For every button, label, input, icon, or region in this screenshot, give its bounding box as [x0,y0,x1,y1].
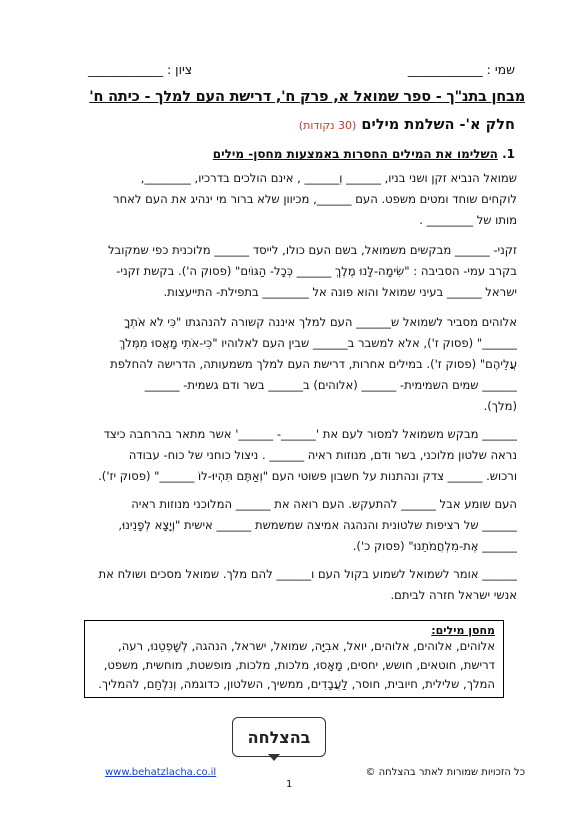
word-bank-line: המלך, שלילית, חיובית, חוסר, לַעֲבָדִים, ממשיך, השלטון, כדוגמה, וְנִלְחַם, להמליך. [98,677,495,691]
paragraph-line: עֲלֵיהֶם" (פסוק ז'). במילים אחרות, דרישת העם למלך משמעותה, הדרישה להחלפת [110,357,517,371]
paragraph-4 [64,424,517,487]
paragraph-line: ______ של רציפות שלטונית והנהגה אמיצה שמשמשת ______ אישית "וְיָצָא לְפָנֵינוּ, [118,518,517,532]
copyright-notice: כל הזכויות שמורות לאתר בהצלחה © [365,767,525,778]
paragraph-line: בקרב עמי- הסביבה : "שִׂימָה-לָּנוּ מֶלֶךְ ______ כְּכָל- הַגּוֹיִם" (פסוק ה'). בקשת זקני- [116,264,517,278]
paragraph-line: אנשי ישראל חזרה לביתם. [390,588,517,602]
paragraph-line: לוקחים שוחד ומטים משפט. העם ______, מכיוון שלא ברור מי ינהיג את העם לאחר [113,192,517,206]
part-label: חלק א'- השלמת מילים [361,117,515,133]
grade-field: ציון : ____________ [88,62,193,77]
word-bank-box [84,620,504,698]
website-link[interactable]: www.behatzlacha.co.il [105,767,217,778]
paragraph-line: (מלך). [483,399,517,413]
word-bank-line: דרישת, חוטאים, חושש, יחסים, מָאָסוּ, מלכות, מלכות, מופשטת, מוחשית, משפט, [103,658,495,672]
part-points: (30 נקודות) [298,119,357,132]
instruction-text: השלימו את המילים החסרות באמצעות מחסן- מילים [212,147,498,161]
paragraph-line: ______ שמים השמימית- ______ (אלוהים) ב______ בשר ודם גשמית- ______ [144,378,517,392]
student-name-field[interactable]: שמי : ____________ [407,62,515,77]
word-bank-line: אלוהים, אלוהים, אלוהים, יואל, אבִיָּה, שמואל, ישראל, הנהגה, לְשָׁפְטֵנוּ, רעה, [118,639,495,653]
paragraph-line: מותו של ________ . [419,213,517,227]
paragraph-line: ______ אֶת-מִלְחֲמֹתֵנוּ" (פסוק כ'). [352,539,517,553]
paragraph-3 [64,312,517,417]
paragraph-line: ורכוש. ______ צדק ונהתנות על חשבון פשוטי העם "וְאַתֶּם תִּהְיוּ-לוֹ ______" (פסוק יז'). [98,469,517,483]
paragraph-line: ישראל ______ בעיני שמואל והוא פונה אל ________ בתפילת- התייעצות. [163,285,517,299]
paragraph-line: שמואל הנביא זקן ושני בניו, ______ וְ______ , אינם הולכים בדרכיו, ________, [140,171,517,185]
paragraph-line: זקני- ______ מבקשים משמואל, בשם העם כולו, לייסד ______ מלוכנית כפי שמקובל [107,243,517,257]
page-number: 1 [286,779,293,790]
exam-title: מבחן בתנ"ך - ספר שמואל א, פרק ח', דרישת העם למלך - כיתה ח' [89,89,525,105]
part-heading [299,117,515,133]
logo-speech-tail [268,754,280,761]
paragraph-line: נראה שלטון מלוכני, בשר ודם, מנוזות ראיה ______ . ניצול כוחני של כוח- עבודה [128,448,517,462]
paragraph-line: העם שומע אבל ______ להתעקש. העם רואה את ______ המלוכני מנוזות ראיה [131,497,517,511]
paragraph-2 [64,240,517,303]
paragraph-5 [64,494,517,557]
paragraph-6 [64,564,517,606]
behatzlacha-logo: בהצלחה [232,717,326,757]
paragraph-line: אלוהים מסביר לשמואל ש______ העם למלך איננה קשורה להנהגתו "כִּי לֹא אֹתְךָ [124,315,517,329]
paragraph-line: ______ מבקש משמואל למסור לעם את '______- ______' אשר מתאר בהרחבה כיצד [103,427,517,441]
paragraph-line: ______" (פסוק ז'), אלא למשבר ב______ שבין העם לאלוהיו "כִּי-אֹתִי מָאֲסוּ מִמְּלֹךְ [119,336,517,350]
paragraph-1 [64,168,517,231]
word-bank-title: מחסן מילים: [431,624,495,637]
question-instruction [213,147,515,161]
question-number: 1. [502,147,515,161]
paragraph-line: ______ אומר לשמואל לשמוע בקול העם ו______ להם מלך. שמואל מסכים ושולח את [98,567,517,581]
